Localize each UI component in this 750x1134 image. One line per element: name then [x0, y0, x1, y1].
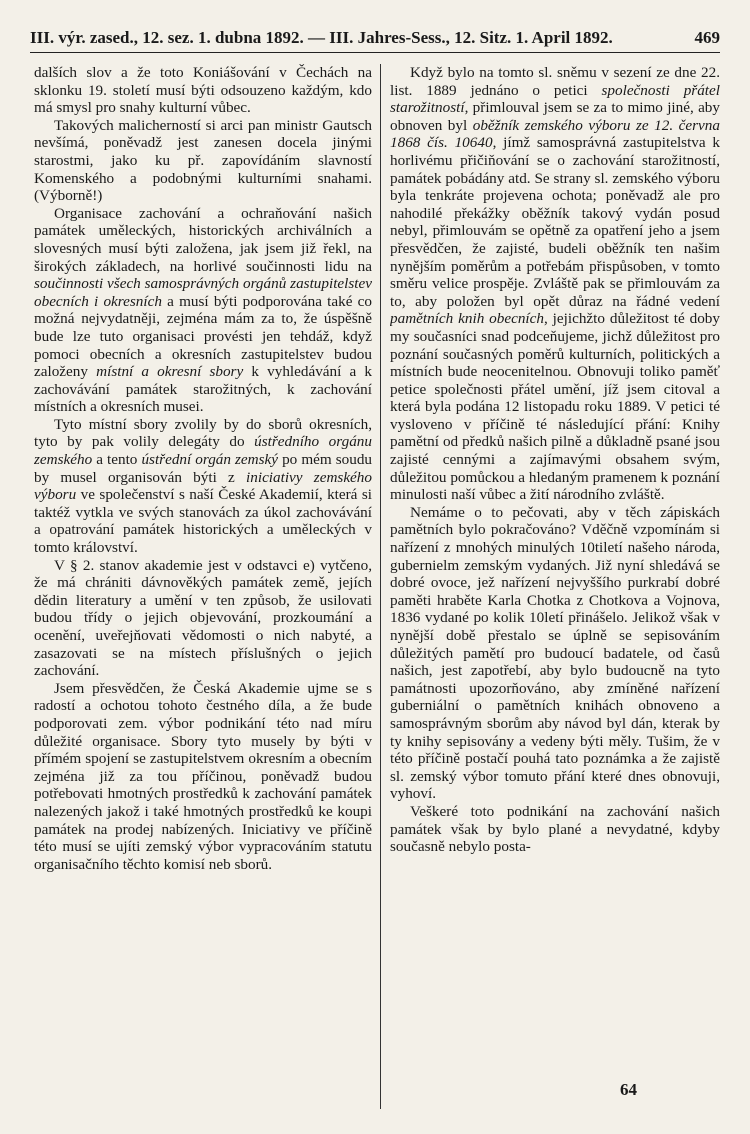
paragraph: Když bylo na tomto sl. sněmu v sezení ze dne 22. list. 1889 jednáno o petici společnosti přátel starožitností, přimlouval jsem se za to mimo jiné, aby obnoven byl oběžník zemského výboru ze 12. června 1868 čís. 10640, jímž samosprávná zastupitelstva k horlivému přičiňování se o zachování starožitností, památek pobádány atd. Se strany sl. zemského výboru byla tenkráte projevena ochota; poněvadž ale pro nahodilé překážky oběžník takový vydán posud nebyl, přimlouvám se opětně za opatření jeho a jsem přesvědčen, že zajisté, budeli oběžník ten našim nynějším poměrům a potřebám přispůsoben, v tomto směru velice prospěje. Zvláště pak se přimlouvám za to, aby položen byl opět důraz na řádné vedení pamětních knih obecních, jejichžto důležitost té doby my současníci snad podceňujeme, jichž důležitost pro poznání současných poměrů kulturních, politických a místních bude neocenitelnou. Obnovuji toliko paměť petice společnosti přátel umění, jíž jsem citoval a která byla podána 12 listopadu roku 1889. V petici té vysloveno v příčině té následující přání: Knihy pamětní od předků našich pilně a důkladně psané jsou zajisté cennými a zajímavými obsahem svým, důležitou pomůckou a hledaným pramenem k poznání minulosti naší vůbec a žití národního zvláště.: [390, 64, 720, 504]
left-column: [34, 64, 372, 1084]
paragraph: Jsem přesvědčen, že Česká Akademie ujme se s radostí a ochotou tohoto čestného díla, a že bude podporovati zem. výbor podnikání této nad míru důležité organisace. Sbory tyto musely by býti v přímém spojení se zastupitelstvem okresním a obecním zejména již za tou příčinou, poněvadž budou potřebovati hmotných prostředků k zachování památek nalezených jakož i také hmotných prostředků ke koupi památek na prodej nabízených. Iniciativy ve příčině této musí se ujíti zemský výbor vypracováním statutu organisačního těchto komisí neb sborů.: [34, 679, 372, 873]
column-divider: [380, 64, 381, 1109]
page-number: 469: [694, 28, 720, 47]
paragraph: Takových malicherností si arci pan ministr Gautsch nevšímá, poněvadž jest zanesen docela jinými starostmi, jako ku př. zapovídáním slavností Komenského a podobnými kulturními snahami. (Výborně!): [34, 116, 372, 205]
paragraph: dalších slov a že toto Koniášování v Čechách na sklonku 19. století musí býti odsouzeno každým, kdo má smysl pro snahy kulturní vůbec.: [34, 64, 372, 117]
running-header: [30, 24, 720, 53]
paragraph: Tyto místní sbory zvolily by do sborů okresních, tyto by pak volily delegáty do ústředního orgánu zemského a tento ústřední orgán zemský po mém soudu by musel organisován býti z iniciativy zemského výboru ve společenství s naší České Akademií, která si taktéž vytkla ve svých stanovách za úkol zachovávání a opatrování památek historických a uměleckých v tomto království.: [34, 415, 372, 557]
paragraph: Organisace zachování a ochraňování našich památek uměleckých, historických archiválních a slovesných musí býti založena, jak jsem již řekl, na širokých základech, na horlivé součinnosti lidu na součinnosti všech samosprávných orgánů zastupitelstev obecních i okresních a musí býti podporována také co možná nejvydatněji, zejména mám za to, že úspěšně bude lze tuto organisaci provésti jen tehdáž, když pomoci obecních a okresních zastupitelstev budou založeny místní a okresní sbory k vyhledávání a k zachovávání památek starožitných, k zachování místních a okresních musei.: [34, 204, 372, 416]
header-title: III. výr. zased., 12. sez. 1. dubna 1892. — III. Jahres-Sess., 12. Sitz. 1. April 1892.: [30, 28, 613, 47]
paragraph: Nemáme o to pečovati, aby v těch zápiskách pamětních bylo pokračováno? Vděčně vzpomínám si nařízení z mnohých minulých 10tiletí našeho národa, gubernielm zemským vydaných. Již nyní shledává se dobré ovoce, jež nařízení nejvyššího purkrabí dobré paměti hraběte Karla Chotka z Chotkova a Vojnova, 1836 vydané po kolik 10letí přinášelo. Jelikož však v nynější době přestalo se úplně se sepisováním důležitých pamětí pro budoucí badatele, od časů našich, jest zapotřebí, aby bylo budoucně na tyto památnosti upozorňováno, aby zmíněné nařízení guberniální o pamětních knihách obnoveno a samosprávným sborům aby návod byl dán, kterak by ty knihy sepisovány a vedeny býti měly. Tušim, že v této příčině postačí pouhá tato poznámka a že zajistě sl. zemský výbor tomuto přání které dnes obnovuji, vyhoví.: [390, 503, 720, 803]
paragraph: V § 2. stanov akademie jest v odstavci e) vytčeno, že má chrániti dávnověkých památek země, jejích dědin literatury a umění v ten způsob, že usilovati budou třídy o jejich objevování, prozkoumání a ocenění, uveřejňovati vědomosti o nich nabyté, a zasazovati se na místech příslušných o jejich zachování.: [34, 556, 372, 680]
paragraph: Veškeré toto podnikání na zachování našich památek však by bylo plané a nevydatné, kdyby současně nebylo posta-: [390, 802, 720, 856]
right-column: [390, 64, 720, 1084]
signature-mark: 64: [620, 1080, 637, 1099]
